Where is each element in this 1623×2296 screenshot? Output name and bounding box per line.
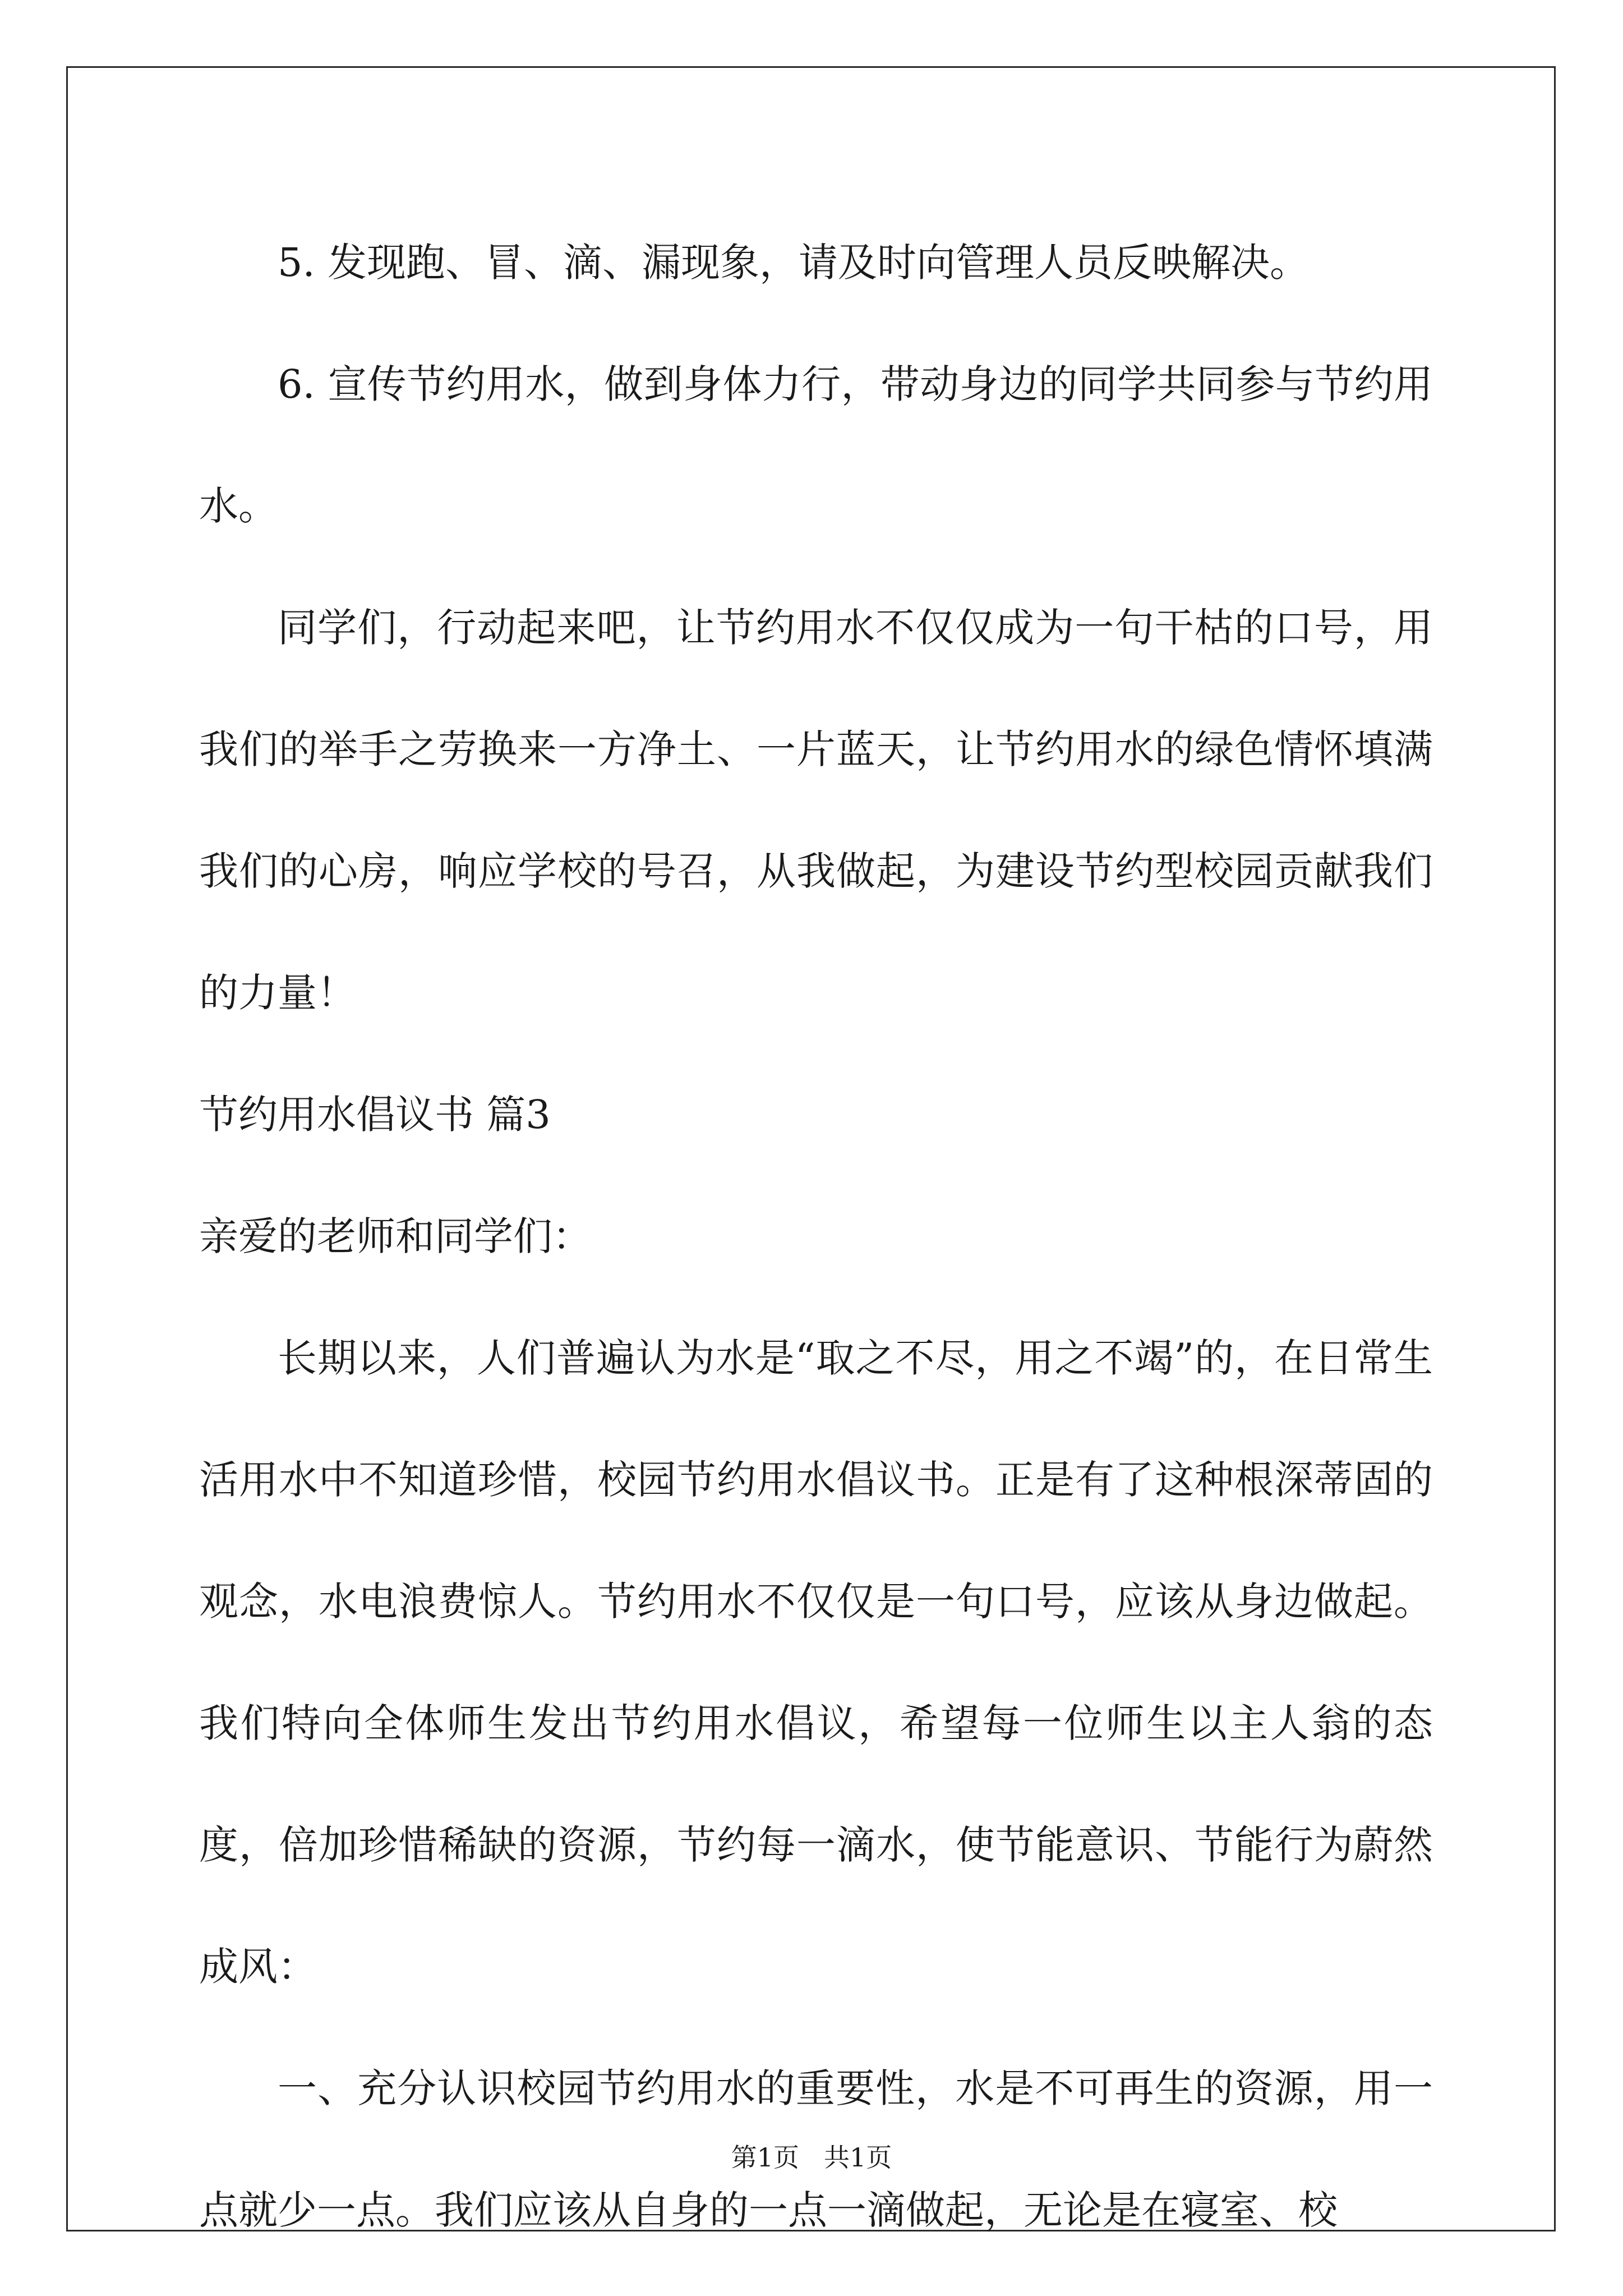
paragraph-point-1: 一、充分认识校园节约用水的重要性，水是不可再生的资源，用一点就少一点。我们应该从自身的一点一滴做起，无论是在寝室、校 [199,2065,1433,2233]
page-number: 第1页 [731,2142,799,2173]
paragraph-item-6: 6. 宣传节约用水，做到身体力行，带动身边的同学共同参与节约用水。 [199,361,1433,529]
section-heading: 节约用水倡议书 篇3 [199,1092,551,1138]
paragraph-intro: 长期以来，人们普遍认为水是“取之不尽，用之不竭”的，在日常生活用水中不知道珍惜，校园节约用水倡议书。正是有了这种根深蒂固的观念，水电浪费惊人。节约用水不仅仅是一句口号，应该从身边做起。我们特向全体师生发出节约用水倡议，希望每一位师生以主人翁的态度，倍加珍惜稀缺的资源，节约每一滴水，使节能意识、节能行为蔚然成风： [199,1335,1433,1990]
paragraph-item-5: 5. 发现跑、冒、滴、漏现象，请及时向管理人员反映解决。 [278,240,1310,286]
page-total: 共1页 [824,2142,892,2173]
page-footer [0,2137,1623,2174]
salutation: 亲爱的老师和同学们： [199,1213,592,1259]
paragraph-call-to-action: 同学们，行动起来吧，让节约用水不仅仅成为一句干枯的口号，用我们的举手之劳换来一方净土、一片蓝天，让节约用水的绿色情怀填满我们的心房，响应学校的号召，从我做起，为建设节约型校园贡献我们的力量！ [199,605,1433,1016]
document-body [199,202,1433,2271]
